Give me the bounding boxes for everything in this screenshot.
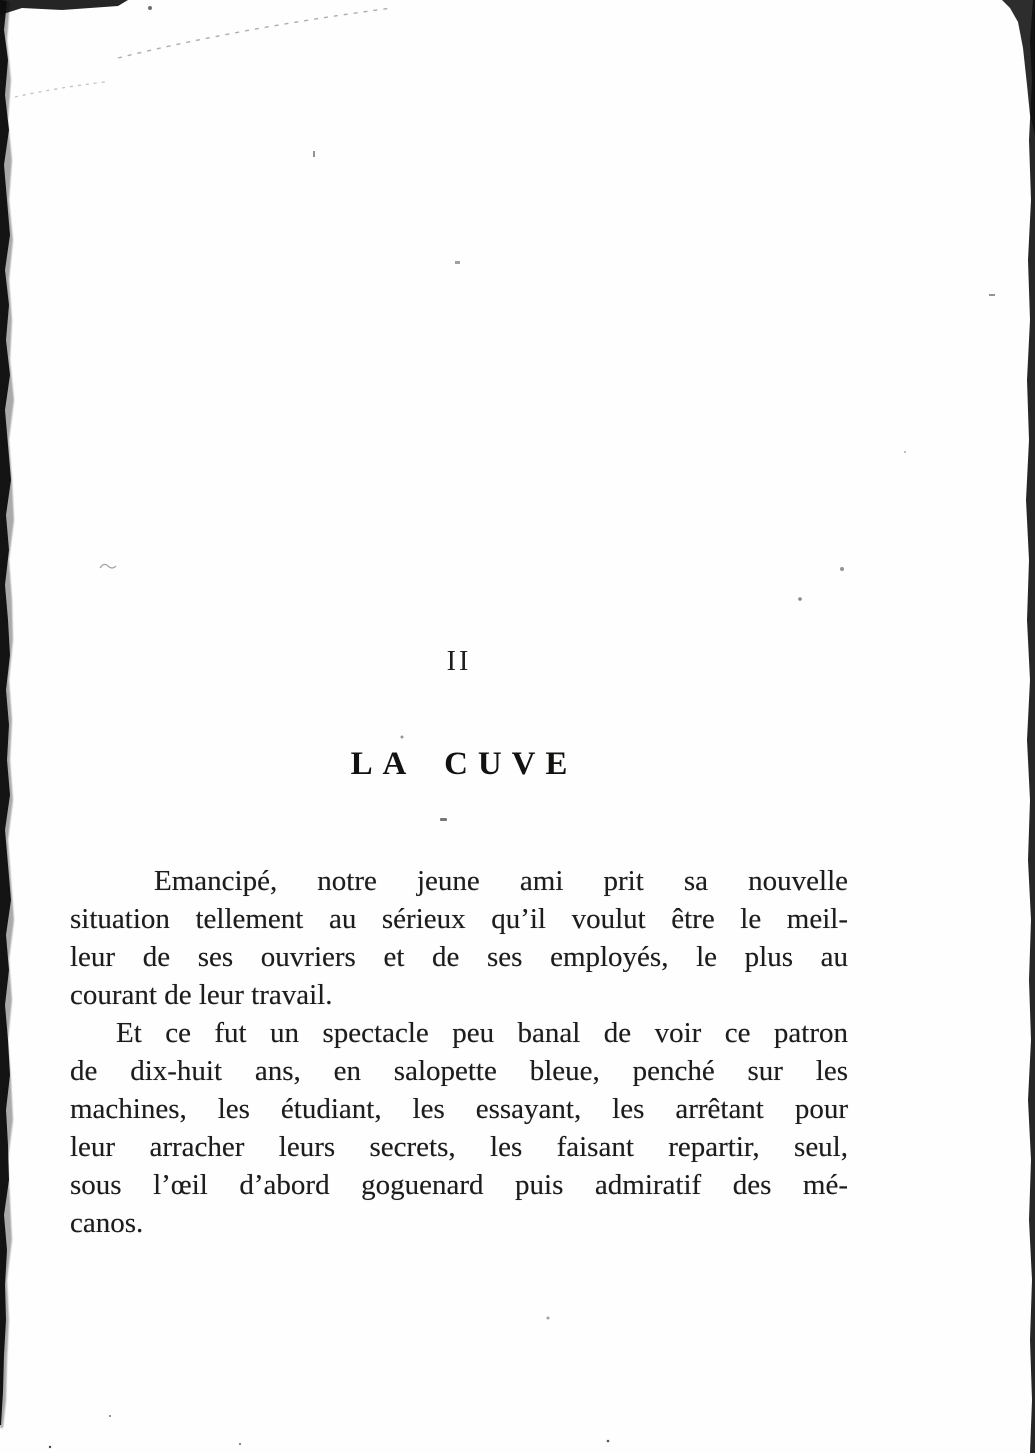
- text-line: de dix-huit ans, en salopette bleue, penché sur les: [70, 1055, 848, 1087]
- text-line: Et ce fut un spectacle peu banal de voir ce patron: [116, 1017, 848, 1049]
- left-scan-edge: [0, 0, 14, 1428]
- text-line: leur arracher leurs secrets, les faisant repartir, seul,: [70, 1131, 848, 1163]
- top-right-smudge: [1002, 0, 1035, 135]
- text-line: leur de ses ouvriers et de ses employés, le plus au: [70, 941, 848, 973]
- page-content: [70, 0, 848, 1453]
- right-scan-edge: [1026, 0, 1035, 1453]
- text-line: sous l’œil d’abord goguenard puis admiratif des mé-: [70, 1169, 848, 1201]
- body-text: [70, 862, 848, 1242]
- text-line: Emancipé, notre jeune ami prit sa nouvelle: [154, 865, 848, 897]
- chapter-number: II: [446, 646, 472, 677]
- text-line: machines, les étudiant, les essayant, les arrêtant pour: [70, 1093, 848, 1125]
- text-line: situation tellement au sérieux qu’il voulut être le meil-: [70, 903, 848, 935]
- text-line: canos.: [70, 1207, 144, 1239]
- chapter-title: LA CUVE: [350, 746, 578, 782]
- text-line: courant de leur travail.: [70, 979, 333, 1011]
